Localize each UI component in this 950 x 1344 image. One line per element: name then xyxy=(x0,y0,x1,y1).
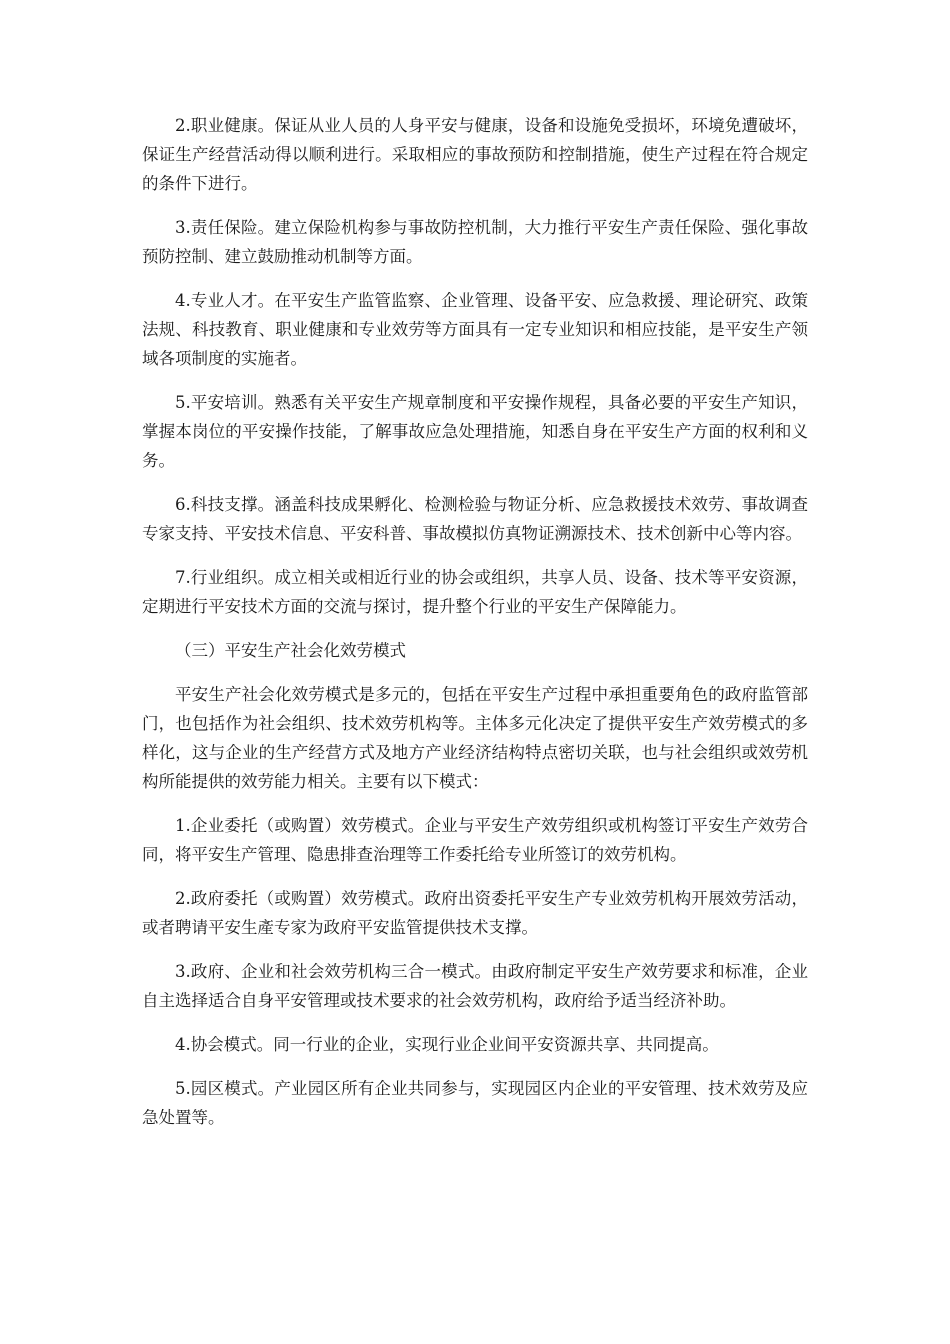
mode-association: 4.协会模式。同一行业的企业，实现行业企业间平安资源共享、共同提高。 xyxy=(175,1035,719,1054)
item-tech-support: 6.科技支撑。涵盖科技成果孵化、检测检验与物证分析、应急救援技术效劳、事故调查专家支持、平安技术信息、平安科普、事故模拟仿真物证溯源技术、技术创新中心等内容。 xyxy=(142,495,808,543)
item-professional-talent: 4.专业人才。在平安生产监管监察、企业管理、设备平安、应急救援、理论研究、政策法规、科技教育、职业健康和专业效劳等方面具有一定专业知识和相应技能，是平安生产领域各项制度的实施者。 xyxy=(142,291,808,368)
mode-enterprise-entrust: 1.企业委托（或购置）效劳模式。企业与平安生产效劳组织或机构签订平安生产效劳合同，将平安生产管理、隐患排查治理等工作委托给专业所签订的效劳机构。 xyxy=(142,816,808,864)
document-body xyxy=(142,111,808,1147)
item-safety-training: 5.平安培训。熟悉有关平安生产规章制度和平安操作规程，具备必要的平安生产知识，掌握本岗位的平安操作技能，了解事故应急处理措施，知悉自身在平安生产方面的权利和义务。 xyxy=(142,393,808,470)
section-heading: （三）平安生产社会化效劳模式 xyxy=(175,641,406,660)
mode-government-entrust: 2.政府委托（或购置）效劳模式。政府出资委托平安生产专业效劳机构开展效劳活动，或者聘请平安生產专家为政府平安监管提供技术支撑。 xyxy=(142,889,808,937)
section-intro: 平安生产社会化效劳模式是多元的，包括在平安生产过程中承担重要角色的政府监管部门，也包括作为社会组织、技术效劳机构等。主体多元化决定了提供平安生产效劳模式的多样化，这与企业的生产经营方式及地方产业经济结构特点密切关联，也与社会组织或效劳机构所能提供的效劳能力相关。主要有以下模式： xyxy=(142,685,808,791)
mode-three-in-one: 3.政府、企业和社会效劳机构三合一模式。由政府制定平安生产效劳要求和标准，企业自主选择适合自身平安管理或技术要求的社会效劳机构，政府给予适当经济补助。 xyxy=(142,962,808,1010)
mode-industrial-park: 5.园区模式。产业园区所有企业共同参与，实现园区内企业的平安管理、技术效劳及应急处置等。 xyxy=(142,1079,808,1127)
item-liability-insurance: 3.责任保险。建立保险机构参与事故防控机制，大力推行平安生产责任保险、强化事故预防控制、建立鼓励推动机制等方面。 xyxy=(142,218,808,266)
item-industry-organization: 7.行业组织。成立相关或相近行业的协会或组织，共享人员、设备、技术等平安资源，定期进行平安技术方面的交流与探讨，提升整个行业的平安生产保障能力。 xyxy=(142,568,808,616)
item-occupational-health: 2.职业健康。保证从业人员的人身平安与健康，设备和设施免受损坏，环境免遭破坏，保证生产经营活动得以顺利进行。采取相应的事故预防和控制措施，使生产过程在符合规定的条件下进行。 xyxy=(142,116,808,193)
